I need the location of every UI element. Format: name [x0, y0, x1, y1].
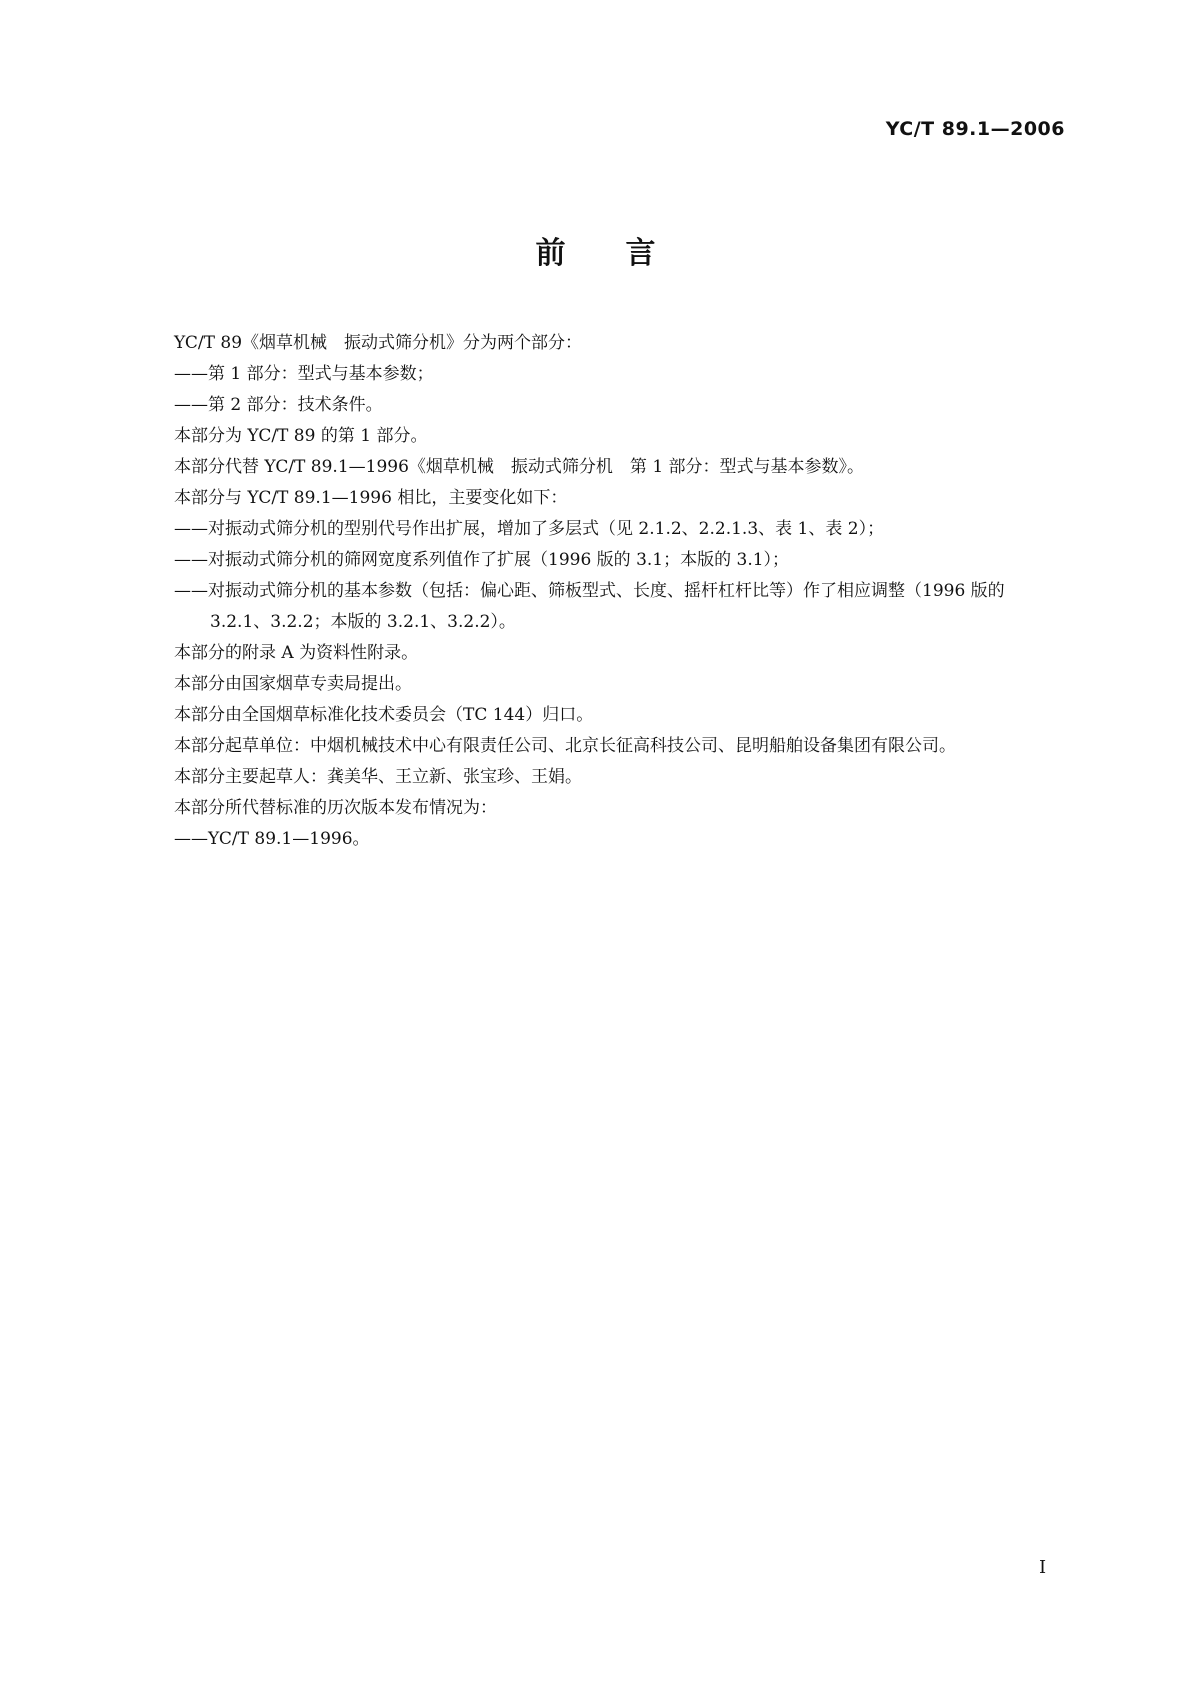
paragraph: 本部分由全国烟草标准化技术委员会（TC 144）归口。: [174, 705, 594, 725]
paragraph: 本部分的附录 A 为资料性附录。: [174, 643, 419, 663]
paragraph: 本部分起草单位：中烟机械技术中心有限责任公司、北京长征高科技公司、昆明船舶设备集团有限公司。: [174, 736, 956, 756]
foreword-body: [138, 328, 1064, 855]
paragraph: 本部分与 YC/T 89.1—1996 相比，主要变化如下：: [174, 488, 568, 508]
paragraph: 本部分代替 YC/T 89.1—1996《烟草机械 振动式筛分机 第 1 部分：型式与基本参数》。: [174, 457, 865, 477]
paragraph: 本部分为 YC/T 89 的第 1 部分。: [174, 426, 428, 446]
list-item: ——对振动式筛分机的基本参数（包括：偏心距、筛板型式、长度、摇杆杠杆比等）作了相应调整（1996 版的 3.2.1、3.2.2；本版的 3.2.1、3.2.2）。: [174, 581, 1011, 632]
paragraph: 本部分所代替标准的历次版本发布情况为：: [174, 798, 497, 818]
page-number: I: [1039, 1557, 1047, 1578]
list-item: ——第 1 部分：型式与基本参数；: [174, 364, 434, 384]
standard-code: YC/T 89.1—2006: [885, 118, 1065, 140]
list-item: ——YC/T 89.1—1996。: [174, 829, 370, 849]
paragraph: YC/T 89《烟草机械 振动式筛分机》分为两个部分：: [174, 333, 583, 353]
paragraph: 本部分由国家烟草专卖局提出。: [174, 674, 412, 694]
paragraph: 本部分主要起草人：龚美华、王立新、张宝珍、王娟。: [174, 767, 582, 787]
list-item: ——对振动式筛分机的型别代号作出扩展，增加了多层式（见 2.1.2、2.2.1.3、表 1、表 2）；: [174, 519, 885, 539]
list-item: ——对振动式筛分机的筛网宽度系列值作了扩展（1996 版的 3.1；本版的 3.1）；: [174, 550, 790, 570]
page-title: 前言: [535, 236, 716, 271]
list-item: ——第 2 部分：技术条件。: [174, 395, 383, 415]
